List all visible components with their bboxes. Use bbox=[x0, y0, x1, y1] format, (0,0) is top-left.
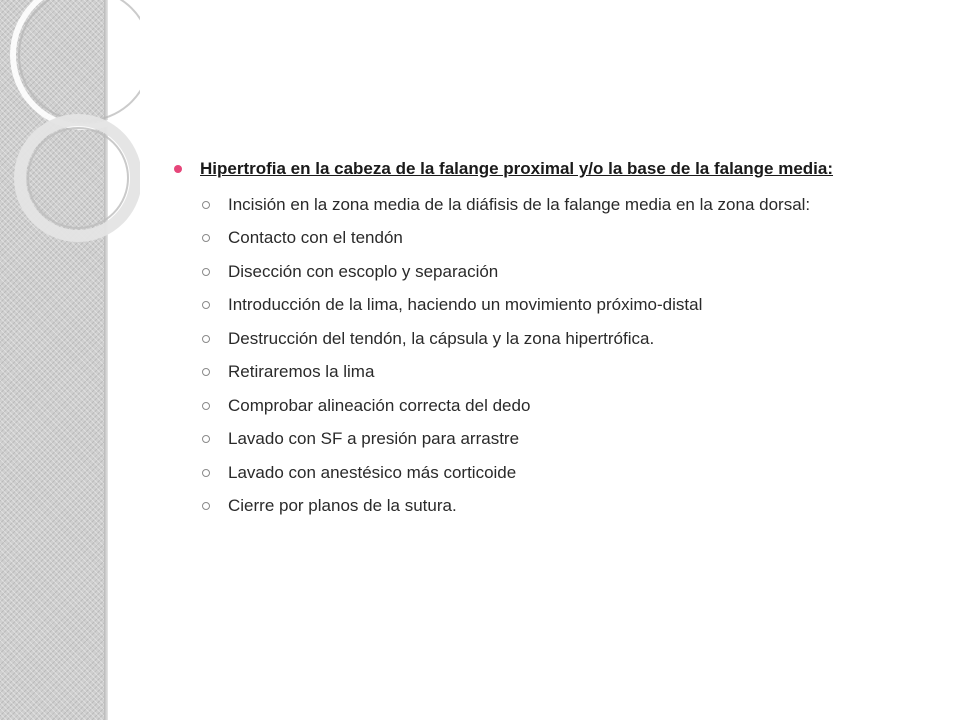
hollow-circle-bullet-icon bbox=[202, 469, 210, 477]
step-item bbox=[168, 188, 928, 222]
hollow-circle-bullet-icon bbox=[202, 402, 210, 410]
step-item bbox=[168, 289, 928, 323]
hollow-circle-bullet-icon bbox=[202, 368, 210, 376]
step-item bbox=[168, 322, 928, 356]
step-item bbox=[168, 456, 928, 490]
decorative-ring-bottom-inner bbox=[28, 128, 128, 228]
step-text: Cierre por planos de la sutura. bbox=[228, 496, 457, 516]
bullet-dot-icon bbox=[174, 165, 182, 173]
step-text: Lavado con anestésico más corticoide bbox=[228, 462, 517, 482]
decorative-ring-top bbox=[13, 0, 140, 127]
steps-list bbox=[168, 188, 928, 523]
step-text: Contacto con el tendón bbox=[228, 228, 403, 248]
hollow-circle-bullet-icon bbox=[202, 335, 210, 343]
step-text: Incisión en la zona media de la diáfisis de la falange media en la zona dorsal: bbox=[228, 194, 811, 214]
step-item bbox=[168, 222, 928, 256]
main-heading: Hipertrofia en la cabeza de la falange proximal y/o la base de la falange media: bbox=[200, 159, 834, 178]
step-item bbox=[168, 490, 928, 524]
step-item bbox=[168, 423, 928, 457]
step-text: Retiraremos la lima bbox=[228, 362, 375, 382]
hollow-circle-bullet-icon bbox=[202, 234, 210, 242]
step-item bbox=[168, 389, 928, 423]
step-text: Disección con escoplo y separación bbox=[228, 261, 499, 281]
step-item bbox=[168, 255, 928, 289]
hollow-circle-bullet-icon bbox=[202, 301, 210, 309]
hollow-circle-bullet-icon bbox=[202, 502, 210, 510]
slide-content bbox=[168, 152, 928, 523]
decorative-ring-bottom bbox=[20, 120, 136, 236]
step-text: Comprobar alineación correcta del dedo bbox=[228, 395, 531, 415]
step-text: Lavado con SF a presión para arrastre bbox=[228, 429, 520, 449]
step-text: Destrucción del tendón, la cápsula y la zona hipertrófica. bbox=[228, 328, 655, 348]
main-bullet-item bbox=[168, 152, 928, 186]
hollow-circle-bullet-icon bbox=[202, 201, 210, 209]
hollow-circle-bullet-icon bbox=[202, 268, 210, 276]
step-item bbox=[168, 356, 928, 390]
step-text: Introducción de la lima, haciendo un movimiento próximo-distal bbox=[228, 295, 703, 315]
decorative-rings bbox=[0, 0, 140, 280]
hollow-circle-bullet-icon bbox=[202, 435, 210, 443]
decorative-ring-top-shadow bbox=[19, 0, 140, 121]
